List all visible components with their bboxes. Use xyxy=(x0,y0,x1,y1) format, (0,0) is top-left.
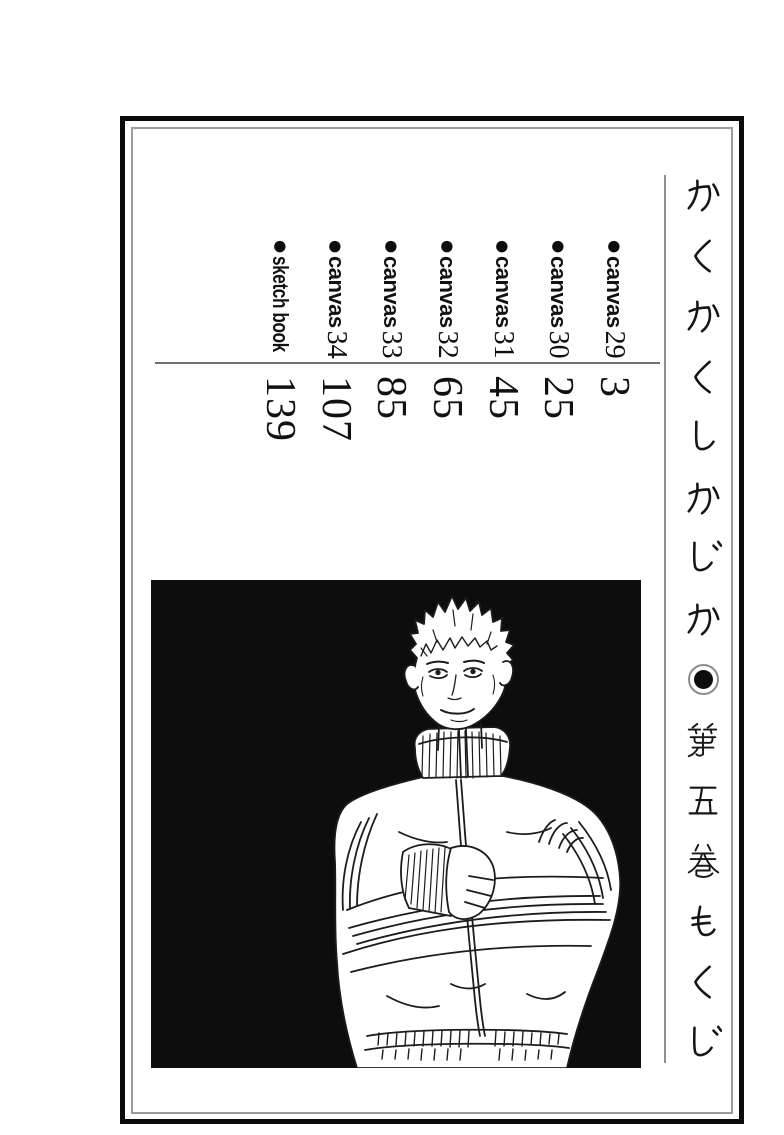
toc-entry-label xyxy=(489,240,517,362)
toc-entry-label xyxy=(322,240,350,362)
toc-entry xyxy=(419,240,475,445)
toc-entry-name: canvas xyxy=(546,256,572,328)
ring-dot-icon xyxy=(688,664,719,695)
toc-entry xyxy=(364,240,420,445)
title-divider-line xyxy=(664,175,666,1063)
bullet-icon: ● xyxy=(271,240,290,254)
title-glyph xyxy=(683,1023,723,1063)
vertical-title xyxy=(683,175,723,1063)
artwork-panel xyxy=(151,580,641,1068)
toc-entry-label xyxy=(376,240,408,362)
title-glyph xyxy=(683,478,723,518)
title-glyph xyxy=(683,538,723,578)
title-glyph xyxy=(683,175,723,215)
title-glyph xyxy=(683,841,723,881)
bullet-icon: ● xyxy=(549,240,568,254)
table-of-contents xyxy=(155,240,660,445)
toc-entry-number: 30 xyxy=(543,330,575,359)
toc-entry-number: 32 xyxy=(432,330,464,359)
toc-entry-label xyxy=(543,240,575,362)
title-glyph xyxy=(683,599,723,639)
toc-entry-page: 45 xyxy=(479,376,526,420)
toc-entry-page: 107 xyxy=(312,376,359,442)
toc-entry-page: 85 xyxy=(368,376,415,420)
title-glyph xyxy=(683,417,723,457)
bullet-icon: ● xyxy=(605,240,624,254)
toc-entry-name: canvas xyxy=(323,256,349,328)
toc-entry xyxy=(531,240,587,445)
toc-entry-page: 139 xyxy=(257,376,304,442)
toc-entry xyxy=(475,240,531,445)
artwork-illustration xyxy=(151,580,641,1068)
title-glyph xyxy=(683,296,723,336)
toc-entry-number: 33 xyxy=(376,330,408,359)
title-glyph xyxy=(683,357,723,397)
title-glyph xyxy=(683,781,723,821)
toc-entry-name: canvas xyxy=(435,256,461,328)
toc-entry-name: canvas xyxy=(379,256,405,328)
toc-entry-page: 25 xyxy=(535,376,582,420)
toc-entry xyxy=(252,240,308,445)
volume-separator-bullet xyxy=(683,660,723,700)
toc-entry-page: 65 xyxy=(424,376,471,420)
title-glyph xyxy=(683,962,723,1002)
bullet-icon: ● xyxy=(327,240,346,254)
toc-rows xyxy=(252,240,642,445)
toc-entry-number: 34 xyxy=(320,330,352,359)
title-glyph xyxy=(683,902,723,942)
title-glyph xyxy=(683,236,723,276)
toc-entry-number: 31 xyxy=(487,330,519,359)
toc-entry-label xyxy=(432,240,464,362)
title-glyph xyxy=(683,720,723,760)
toc-entry xyxy=(308,240,364,445)
toc-entry-name: canvas xyxy=(490,256,516,328)
toc-entry-name: sketch book xyxy=(268,256,294,352)
toc-entry xyxy=(586,240,642,445)
bullet-icon: ● xyxy=(438,240,457,254)
toc-entry-page: 3 xyxy=(591,376,638,398)
toc-entry-name: canvas xyxy=(602,256,628,328)
bullet-icon: ● xyxy=(494,240,513,254)
bullet-icon: ● xyxy=(382,240,401,254)
toc-entry-label xyxy=(599,240,631,362)
toc-entry-number: 29 xyxy=(599,330,631,359)
toc-entry-label xyxy=(268,240,294,362)
